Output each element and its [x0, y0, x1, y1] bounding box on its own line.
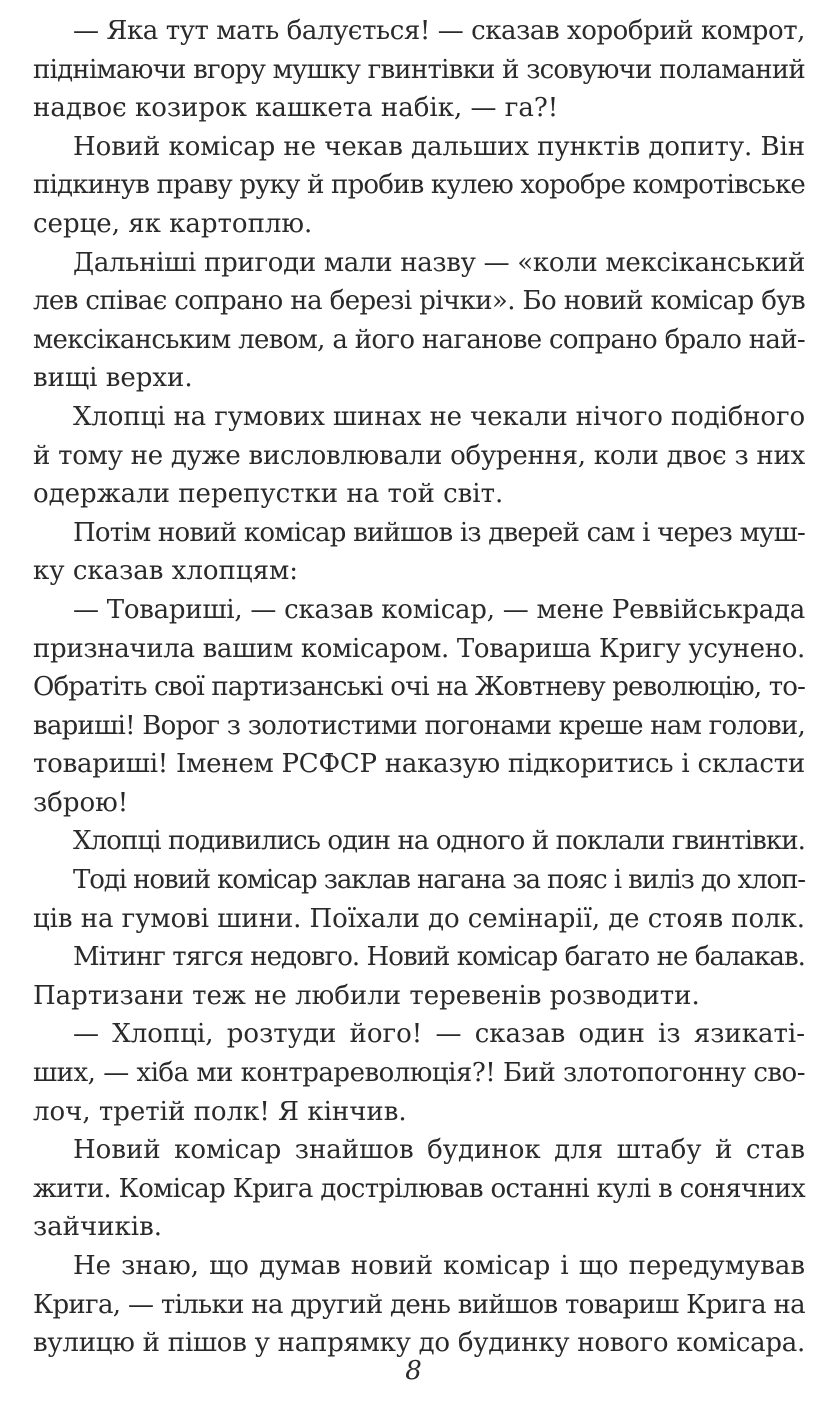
text-line: — Хлопці, розтуди його! — сказав один із язикаті-	[73, 1019, 805, 1050]
text-line: піднімаючи вгору мушку гвинтівки й зсовуючи поламаний	[33, 54, 805, 85]
text-line: Крига, — тільки на другий день вийшов товариш Крига на	[33, 1289, 805, 1320]
paragraph	[33, 591, 805, 823]
text-line: призначила вашим комісаром. Товариша Кригу усунено.	[33, 633, 805, 664]
text-line: лев співає сопрано на березі річки». Бо новий комісар був	[33, 286, 805, 317]
text-line: — Яка тут мать балується! — сказав хоробрий комрот,	[73, 16, 806, 46]
paragraph	[33, 12, 805, 128]
paragraph	[33, 128, 805, 244]
text-line: вариші! Ворог з золотистими погонами креше нам голови,	[33, 710, 806, 741]
text-line: Новий комісар не чекав дальших пунктів допиту. Він	[73, 131, 806, 162]
text-line: вищі верхи.	[33, 363, 193, 394]
text-line: Хлопці на гумових шинах не чекали нічого подібного	[73, 401, 805, 432]
text-line: підкинув праву руку й пробив кулею хоробре комротівське	[33, 170, 805, 201]
text-line: серце, як картоплю.	[33, 208, 313, 239]
text-line: Партизани теж не любили теревенів розводити.	[33, 980, 700, 1011]
paragraph	[33, 1015, 805, 1131]
paragraph	[33, 938, 805, 1015]
text-line: — Товариші, — сказав комісар, — мене Реввійськрада	[73, 594, 806, 625]
text-line: ців на гумові шини. Поїхали до семінарії, де стояв полк.	[33, 903, 805, 934]
text-line: товариші! Іменем РСФСР наказую підкоритись і скласти	[33, 749, 805, 780]
paragraph	[33, 822, 805, 861]
text-line: Не знаю, що думав новий комісар і що передумував	[73, 1251, 805, 1281]
text-line: жити. Комісар Крига дострілював останні кулі в сонячних	[33, 1173, 805, 1204]
text-line: й тому не дуже висловлювали обурення, коли двоє з них	[33, 440, 805, 471]
text-line: вулицю й пішов у напрямку до будинку нового комісара.	[33, 1328, 806, 1359]
paragraph	[33, 861, 805, 938]
text-line: Новий комісар знайшов будинок для штабу й став	[73, 1135, 805, 1166]
text-line: надвоє козирок кашкета набік, — га?!	[33, 93, 559, 124]
text-line: Дальніші пригоди мали назву — «коли мексіканський	[73, 247, 806, 278]
paragraph	[33, 244, 805, 398]
text-line: Потім новий комісар вийшов із дверей сам і через муш-	[73, 517, 805, 548]
page-number: 8	[405, 1356, 422, 1386]
paragraph	[33, 1247, 805, 1363]
text-line: одержали перепустки на той світ.	[33, 479, 504, 510]
text-line: ших, — хіба ми контрареволюція?! Бий злотопогонну сво-	[33, 1058, 805, 1089]
paragraph	[33, 398, 805, 514]
paragraph	[33, 514, 805, 591]
text-line: мексіканським левом, а його наганове сопрано брало най-	[33, 324, 805, 355]
text-line: лоч, третій полк! Я кінчив.	[33, 1096, 407, 1127]
text-line: Тоді новий комісар заклав нагана за пояс і виліз до хлоп-	[73, 865, 805, 896]
text-line: зайчиків.	[33, 1212, 162, 1243]
text-line: Обратіть свої партизанські очі на Жовтневу революцію, то-	[33, 672, 806, 703]
text-line: ку сказав хлопцям:	[33, 556, 298, 587]
text-line: Мітинг тягся недовго. Новий комісар багато не балакав.	[73, 942, 805, 973]
paragraph	[33, 1131, 805, 1247]
book-page-text	[33, 12, 805, 1363]
text-line: зброю!	[33, 787, 129, 818]
text-line: Хлопці подивились один на одного й поклали гвинтівки.	[73, 826, 806, 857]
